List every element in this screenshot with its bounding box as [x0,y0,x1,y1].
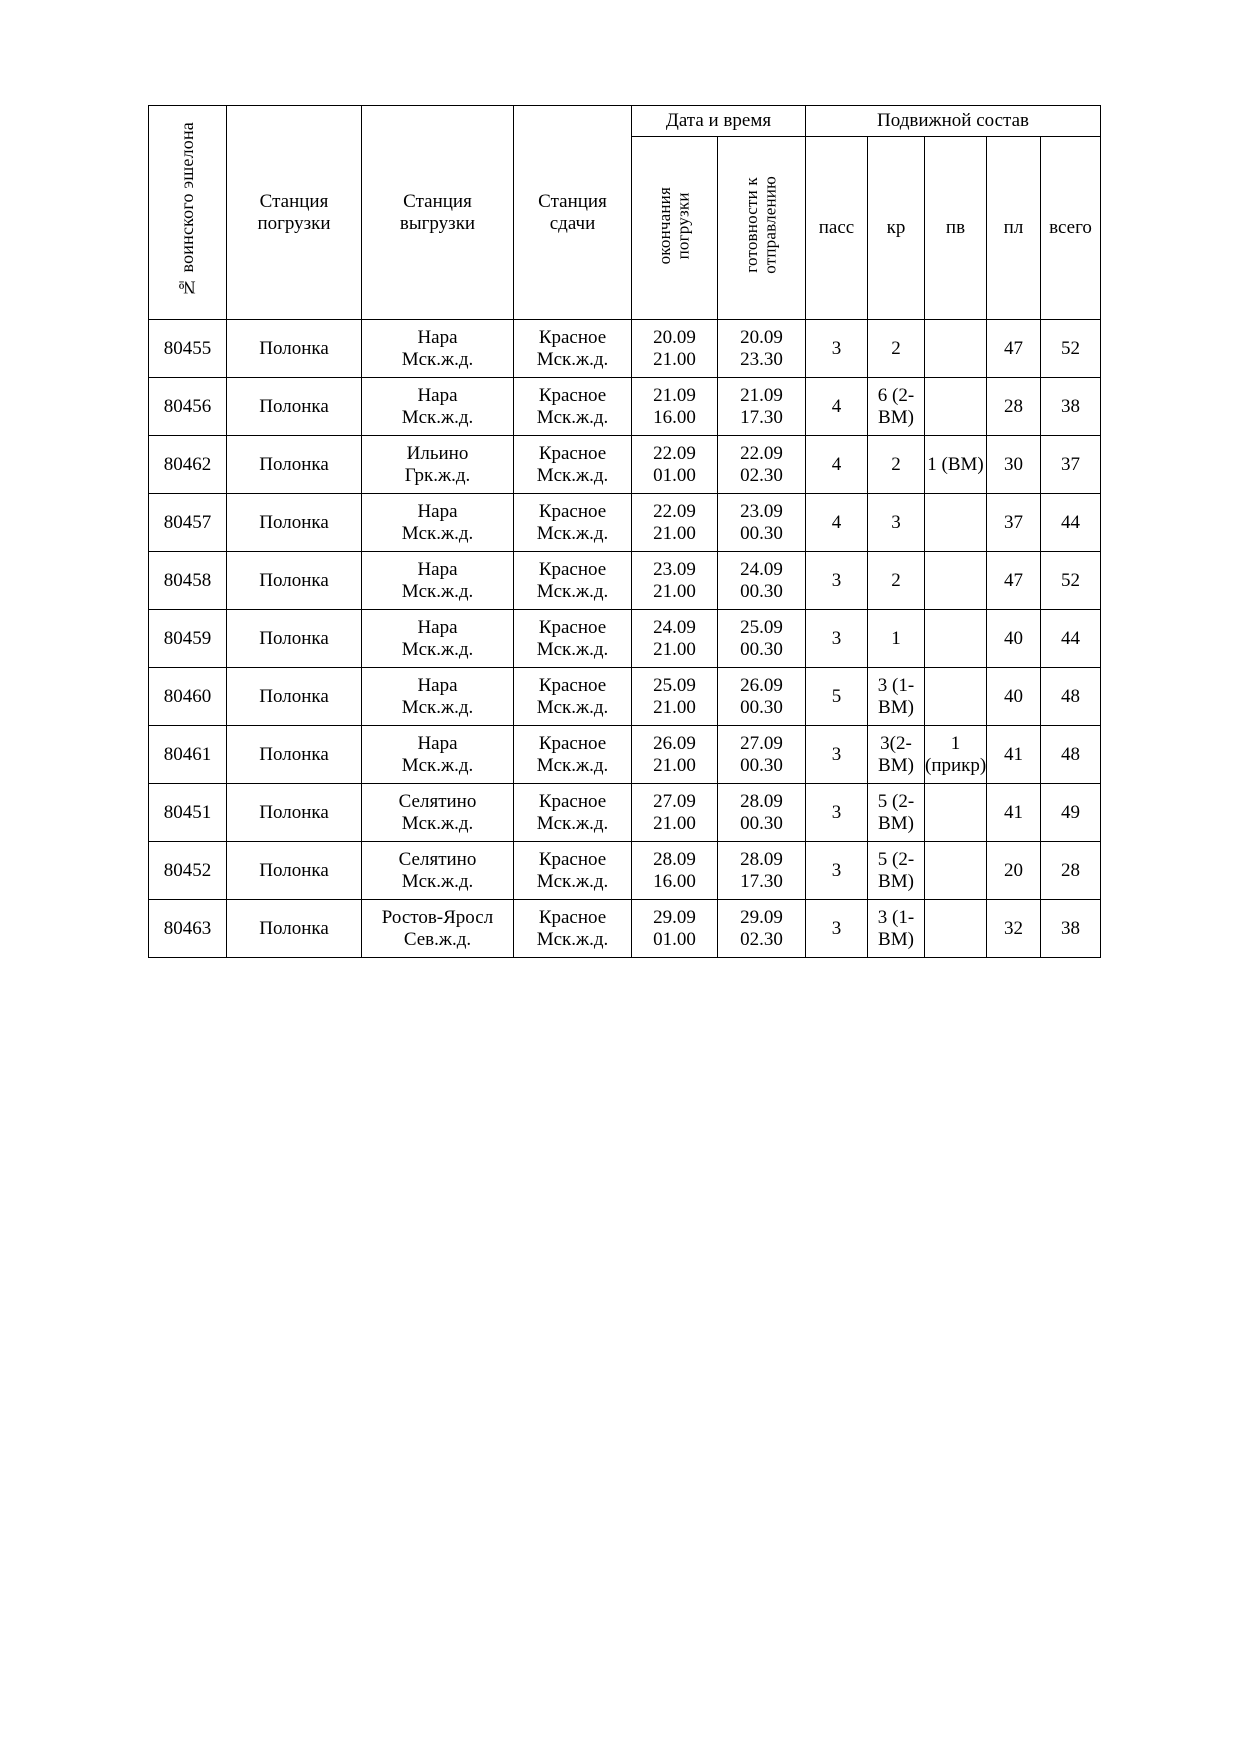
cell-ready-date: 28.09 [740,791,783,813]
cell-end-loading [632,436,718,494]
cell-unloading [362,610,514,668]
cell-ready [718,552,806,610]
cell-end-loading-time: 21.00 [653,638,696,660]
cell-end-loading-time: 01.00 [653,464,696,486]
cell-ready-time: 00.30 [740,754,783,776]
cell-unloading-line1: Нара [417,617,458,639]
cell-end-loading-time: 16.00 [653,406,696,428]
header-datetime-group: Дата и время [632,106,806,137]
cell-delivery [514,900,632,958]
cell-end-loading-date: 28.09 [653,849,696,871]
cell-unloading-line2: Грк.ж.д. [404,464,471,486]
cell-ready-time: 00.30 [740,580,783,602]
cell-delivery-line2: Мск.ж.д. [536,754,609,776]
cell-loading: Полонка [227,726,362,784]
cell-delivery [514,842,632,900]
cell-unloading [362,552,514,610]
cell-kr: 3 [868,494,925,552]
cell-total: 48 [1041,726,1101,784]
cell-unloading [362,436,514,494]
cell-unloading-line2: Мск.ж.д. [401,580,474,602]
cell-kr: 3 (1-ВМ) [868,668,925,726]
table-row [149,494,1101,552]
cell-pl: 47 [987,552,1041,610]
cell-unloading-line2: Мск.ж.д. [401,638,474,660]
cell-kr: 3(2-ВМ) [868,726,925,784]
cell-unloading-line1: Нара [417,501,458,523]
cell-ready-time: 00.30 [740,522,783,544]
header-station-unloading-line2: выгрузки [399,212,476,234]
cell-echelon-no: 80452 [149,842,227,900]
cell-end-loading-date: 25.09 [653,675,696,697]
cell-end-loading-time: 21.00 [653,348,696,370]
cell-echelon-no: 80461 [149,726,227,784]
table-row [149,900,1101,958]
cell-delivery-line1: Красное [538,327,607,349]
cell-pv [925,378,987,436]
cell-pl: 28 [987,378,1041,436]
cell-kr: 6 (2-ВМ) [868,378,925,436]
cell-delivery-line1: Красное [538,675,607,697]
cell-pv [925,610,987,668]
cell-ready-date: 29.09 [740,907,783,929]
table-row [149,320,1101,378]
cell-total: 48 [1041,668,1101,726]
cell-ready-time: 00.30 [740,696,783,718]
cell-end-loading-date: 23.09 [653,559,696,581]
cell-kr: 5 (2-ВМ) [868,842,925,900]
cell-ready-date: 20.09 [740,327,783,349]
cell-unloading-line2: Сев.ж.д. [403,928,472,950]
cell-end-loading-time: 21.00 [653,754,696,776]
header-end-loading [632,137,718,320]
cell-ready [718,320,806,378]
cell-ready-date: 22.09 [740,443,783,465]
cell-unloading-line2: Мск.ж.д. [401,696,474,718]
header-station-loading [227,106,362,320]
cell-loading: Полонка [227,494,362,552]
header-pass: пасс [806,137,868,320]
cell-unloading [362,842,514,900]
cell-echelon-no: 80455 [149,320,227,378]
cell-delivery [514,436,632,494]
header-station-delivery-line1: Станция [538,191,607,213]
cell-unloading [362,378,514,436]
table-row [149,842,1101,900]
cell-pv: 1 (ВМ) [925,436,987,494]
cell-end-loading [632,320,718,378]
cell-ready [718,494,806,552]
cell-pass: 4 [806,494,868,552]
cell-end-loading-date: 29.09 [653,907,696,929]
cell-unloading-line1: Нара [417,385,458,407]
cell-ready [718,900,806,958]
cell-unloading-line2: Мск.ж.д. [401,406,474,428]
cell-end-loading-date: 22.09 [653,443,696,465]
header-station-delivery [514,106,632,320]
table-row [149,378,1101,436]
cell-delivery-line2: Мск.ж.д. [536,638,609,660]
cell-pl: 47 [987,320,1041,378]
cell-end-loading-time: 21.00 [653,580,696,602]
header-group-row [149,106,1101,137]
cell-kr: 5 (2-ВМ) [868,784,925,842]
cell-pass: 3 [806,320,868,378]
cell-unloading [362,320,514,378]
cell-delivery-line1: Красное [538,791,607,813]
header-station-delivery-line2: сдачи [549,212,596,234]
cell-ready-time: 02.30 [740,928,783,950]
cell-end-loading [632,378,718,436]
header-station-loading-line1: Станция [259,191,329,213]
cell-pl: 41 [987,726,1041,784]
cell-delivery-line2: Мск.ж.д. [536,812,609,834]
cell-end-loading [632,610,718,668]
cell-unloading-line2: Мск.ж.д. [401,522,474,544]
header-ready-for-departure [718,137,806,320]
header-end-loading-line1: окончания [654,186,674,265]
cell-pv [925,900,987,958]
cell-ready-time: 02.30 [740,464,783,486]
header-ready-line1: готовности к [741,177,761,274]
header-kr: кр [868,137,925,320]
cell-delivery-line2: Мск.ж.д. [536,696,609,718]
cell-delivery-line1: Красное [538,617,607,639]
cell-ready-date: 28.09 [740,849,783,871]
cell-loading: Полонка [227,552,362,610]
cell-unloading-line2: Мск.ж.д. [401,754,474,776]
cell-delivery-line2: Мск.ж.д. [536,406,609,428]
cell-loading: Полонка [227,610,362,668]
cell-unloading-line1: Нара [417,733,458,755]
cell-unloading-line1: Ростов-Яросл [381,907,494,929]
cell-delivery-line1: Красное [538,907,607,929]
cell-delivery-line1: Красное [538,443,607,465]
cell-unloading-line1: Нара [417,327,458,349]
cell-delivery [514,378,632,436]
cell-unloading [362,668,514,726]
cell-delivery-line1: Красное [538,559,607,581]
cell-total: 49 [1041,784,1101,842]
cell-delivery-line2: Мск.ж.д. [536,870,609,892]
cell-delivery [514,610,632,668]
cell-end-loading-time: 21.00 [653,812,696,834]
cell-ready-date: 21.09 [740,385,783,407]
cell-delivery-line2: Мск.ж.д. [536,928,609,950]
cell-end-loading-date: 21.09 [653,385,696,407]
cell-pass: 5 [806,668,868,726]
cell-end-loading-date: 26.09 [653,733,696,755]
cell-loading: Полонка [227,320,362,378]
cell-end-loading-time: 16.00 [653,870,696,892]
cell-loading: Полонка [227,668,362,726]
header-station-loading-line2: погрузки [257,212,331,234]
cell-ready [718,842,806,900]
cell-total: 52 [1041,320,1101,378]
cell-loading: Полонка [227,436,362,494]
cell-delivery [514,494,632,552]
cell-echelon-no: 80456 [149,378,227,436]
cell-echelon-no: 80463 [149,900,227,958]
cell-unloading-line1: Ильино [406,443,469,465]
cell-unloading-line1: Нара [417,675,458,697]
cell-end-loading [632,494,718,552]
cell-kr: 2 [868,320,925,378]
cell-unloading-line1: Селятино [398,791,477,813]
cell-end-loading-date: 20.09 [653,327,696,349]
header-pl: пл [987,137,1041,320]
cell-pv: 1 (прикр) [925,726,987,784]
cell-delivery-line1: Красное [538,849,607,871]
cell-echelon-no: 80460 [149,668,227,726]
header-echelon-no-label: № воинского эшелона [176,122,197,298]
cell-pass: 4 [806,378,868,436]
cell-delivery [514,784,632,842]
cell-total: 28 [1041,842,1101,900]
cell-end-loading [632,668,718,726]
cell-pass: 3 [806,552,868,610]
cell-kr: 1 [868,610,925,668]
cell-pv [925,842,987,900]
cell-pv [925,784,987,842]
cell-ready-time: 00.30 [740,812,783,834]
cell-ready-time: 17.30 [740,406,783,428]
cell-ready-time: 23.30 [740,348,783,370]
cell-unloading [362,900,514,958]
cell-pl: 40 [987,668,1041,726]
cell-delivery-line1: Красное [538,501,607,523]
cell-pass: 3 [806,610,868,668]
cell-unloading-line1: Селятино [398,849,477,871]
cell-delivery-line2: Мск.ж.д. [536,348,609,370]
cell-kr: 2 [868,552,925,610]
cell-end-loading [632,552,718,610]
cell-loading: Полонка [227,378,362,436]
cell-pl: 41 [987,784,1041,842]
cell-loading: Полонка [227,900,362,958]
troop-echelon-table [148,105,1101,958]
cell-end-loading-date: 27.09 [653,791,696,813]
cell-unloading [362,726,514,784]
cell-delivery [514,552,632,610]
cell-kr: 3 (1-ВМ) [868,900,925,958]
cell-delivery [514,726,632,784]
cell-ready-date: 25.09 [740,617,783,639]
cell-unloading [362,784,514,842]
table-row [149,726,1101,784]
cell-delivery-line1: Красное [538,733,607,755]
cell-echelon-no: 80459 [149,610,227,668]
cell-ready-time: 00.30 [740,638,783,660]
cell-ready [718,726,806,784]
header-echelon-no [149,106,227,320]
cell-ready [718,668,806,726]
table-row [149,668,1101,726]
cell-echelon-no: 80458 [149,552,227,610]
cell-end-loading-time: 21.00 [653,696,696,718]
cell-ready [718,610,806,668]
table-body [149,320,1101,958]
cell-end-loading [632,726,718,784]
cell-end-loading-time: 01.00 [653,928,696,950]
table-header [149,106,1101,320]
header-total: всего [1041,137,1101,320]
cell-ready-date: 24.09 [740,559,783,581]
header-pv: пв [925,137,987,320]
cell-total: 37 [1041,436,1101,494]
cell-end-loading [632,900,718,958]
cell-echelon-no: 80462 [149,436,227,494]
cell-pl: 30 [987,436,1041,494]
cell-pl: 32 [987,900,1041,958]
cell-delivery-line2: Мск.ж.д. [536,522,609,544]
cell-end-loading [632,842,718,900]
cell-ready-date: 27.09 [740,733,783,755]
cell-end-loading-time: 21.00 [653,522,696,544]
cell-pl: 37 [987,494,1041,552]
cell-unloading-line2: Мск.ж.д. [401,870,474,892]
cell-total: 44 [1041,610,1101,668]
cell-delivery [514,320,632,378]
cell-pl: 20 [987,842,1041,900]
cell-total: 52 [1041,552,1101,610]
cell-unloading-line2: Мск.ж.д. [401,348,474,370]
header-station-unloading [362,106,514,320]
cell-loading: Полонка [227,784,362,842]
header-ready-line2: отправлению [760,176,780,275]
header-ready-label [743,176,780,274]
cell-unloading-line1: Нара [417,559,458,581]
cell-pv [925,494,987,552]
cell-unloading-line2: Мск.ж.д. [401,812,474,834]
cell-end-loading-date: 22.09 [653,501,696,523]
header-end-loading-line2: погрузки [673,191,693,259]
cell-pl: 40 [987,610,1041,668]
cell-pv [925,320,987,378]
cell-ready [718,378,806,436]
cell-pv [925,668,987,726]
cell-end-loading-date: 24.09 [653,617,696,639]
cell-loading: Полонка [227,842,362,900]
cell-pass: 3 [806,784,868,842]
cell-delivery-line1: Красное [538,385,607,407]
cell-ready-date: 26.09 [740,675,783,697]
cell-echelon-no: 80451 [149,784,227,842]
cell-echelon-no: 80457 [149,494,227,552]
table-row [149,610,1101,668]
cell-delivery [514,668,632,726]
table-row [149,784,1101,842]
cell-end-loading [632,784,718,842]
cell-total: 44 [1041,494,1101,552]
cell-ready-date: 23.09 [740,501,783,523]
cell-pass: 3 [806,842,868,900]
cell-ready [718,784,806,842]
header-station-unloading-line1: Станция [403,191,472,213]
cell-kr: 2 [868,436,925,494]
cell-ready [718,436,806,494]
table-row [149,552,1101,610]
cell-total: 38 [1041,378,1101,436]
cell-pass: 4 [806,436,868,494]
cell-pv [925,552,987,610]
cell-pass: 3 [806,900,868,958]
header-rolling-stock-group: Подвижной состав [806,106,1101,137]
table-row [149,436,1101,494]
cell-pass: 3 [806,726,868,784]
cell-total: 38 [1041,900,1101,958]
cell-unloading [362,494,514,552]
cell-delivery-line2: Мск.ж.д. [536,464,609,486]
header-end-loading-label [656,187,693,264]
cell-delivery-line2: Мск.ж.д. [536,580,609,602]
cell-ready-time: 17.30 [740,870,783,892]
